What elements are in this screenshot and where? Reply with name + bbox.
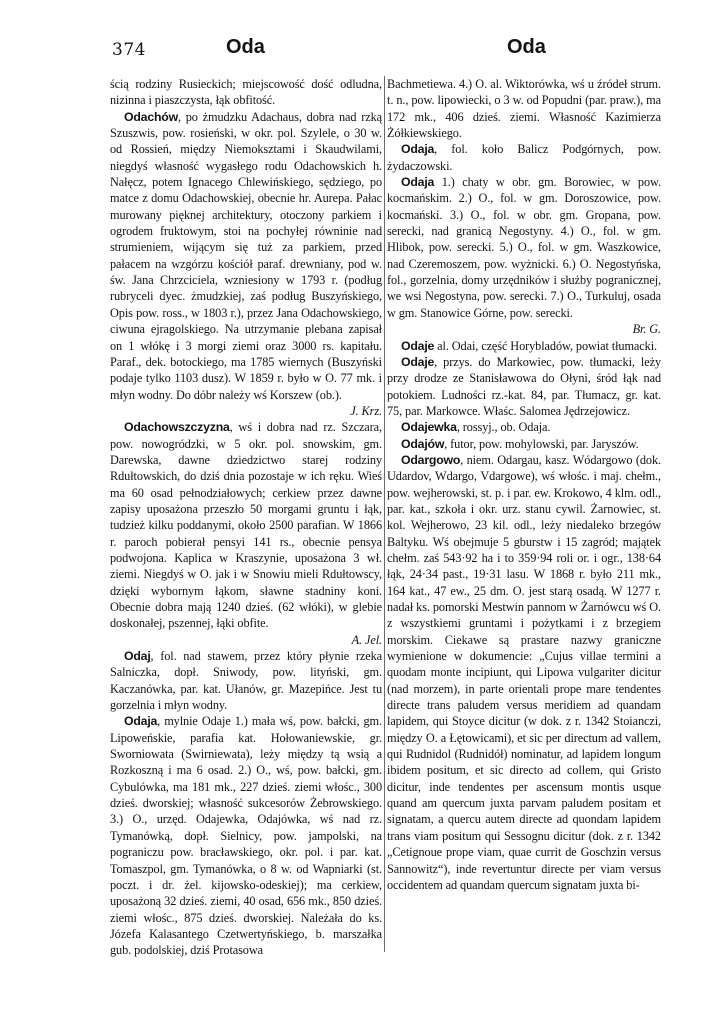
entry-headword: Odaja xyxy=(401,175,435,190)
entry-text: Bachmetiewa. 4.) O. al. Wiktorówka, wś u źródeł strum. t. n., pow. lipowiecki, o 3 w. od Popudni (par. praw.), ma 172 mk., 406 dzieś. ziemi. Własność Kazimierza Żółkiewskiego. xyxy=(387,77,661,141)
entry-text: al. Odai, część Horybladów, powiat tłumacki. xyxy=(434,338,657,353)
dictionary-entry xyxy=(387,354,661,419)
dictionary-entry xyxy=(110,419,382,631)
entry-headword: Odajewka xyxy=(401,420,457,435)
entry-text: , mylnie Odaje 1.) mała wś, pow. bałcki, gm. Lipoweńskie, parafia kat. Hołowaniewskie, gr. Sworniowata (Swirniewata), leży między tą wsią a Rozkoszną i ma 6 osad. 2.) O., wś, pow. bałcki, gm. Cybulówka, ma 181 mk., 227 dzieś. ziemi włośc., 300 dzieś. dworskiej; własność sukcesorów Żebrowskiego. 3.) O., urzęd. Odajewka, Odajówka, wś nad rz. Tymanówką, dopł. Sielnicy, pow. jampolski, na pograniczu pow. bracławskiego, okr. pol. i par. kat. Tomaszpol, gm. Tymanówka, o 8 w. od Wapniarki (st. poczt. i dr. żel. kijowsko-odeskiej); ma cerkiew, uposażoną 32 dzieś. ziemi, 40 osad, 656 mk., 850 dzieś. ziemi włośc., 875 dzieś. dworskiej. Należała do ks. Józefa Kalasantego Czetwertyńskiego, b. marszałka gub. podolskiej, dziś Protasowa xyxy=(110,714,382,958)
entry-text: ścią rodziny Rusieckich; miejscowość dość odludna, nizinna i piaszczysta, łąk obfitość. xyxy=(110,77,382,108)
entry-text: , futor, pow. mohylowski, par. Jaryszów. xyxy=(444,436,639,451)
dictionary-entry xyxy=(110,713,382,958)
entry-headword: Odaja xyxy=(401,142,435,157)
entry-headword: Odachowszczyzna xyxy=(124,420,230,435)
entry-headword: Odachów xyxy=(124,109,178,124)
dictionary-entry xyxy=(387,419,661,435)
entry-text: , fol. koło Balicz Podgórnych, pow. żydaczowski. xyxy=(387,142,661,173)
entry-headword: Odaje xyxy=(401,354,435,369)
entry-text: , niem. Odargau, kasz. Wódargowo (dok. Udardov, Wdargo, Vdargowe), wś włośc. i maj. chełm., pow. wejherowski, st. p. i par. ew. Krokowo, 4 klm. odl., par. kat., szkoła i okr. urz. stanu cywil. Żarnowiec, st. kol. Wejherowo, 23 kil. odl., leży niedaleko brzegów Baltyku. Wś obejmuje 5 gburstw i 15 zagród; majątek chełm. zaś 543·92 ha i to 359·94 roli or. i ogr., 138·64 łąk, 24·34 past., 19·31 lasu. W 1868 r. było 211 mk., 164 kat., 47 ew., 25 dm. O. jest starą osadą. W 1277 r. nadał ks. pomorski Mestwin pannom w Żarnówcu wś O. z wszystkiemi gruntami i pożytkami i z brzegiem morskim. Ciekawe są prastare nazwy graniczne wymienione w dokumencie: „Cujus villae termini a quodam monte incipiunt, qui Lipowa vulgariter dicitur (nad morzem), in parte orientali prope mare tendentes directe trans paludem versus meridiem ad quandam lapidem, qui Stoyce dicitur (w dok. z r. 1342 Stoianczi, między O. a Łętowicami), et sic per directum ad vallem, qui Rudnidol (Rudnidół) nominatur, ad lapidem longum ibidem positum, et sic directo ad collem, qui Gristo dicitur, inde tendentes per ascensum montis usque quand am quercum juxta parvam paludem positam et signatam, a quercu autem directe ad quondam lapidem trans viam positum qui Sessognu dicitur (dok. z r. 1342 „Cetignoue prope viam, quae currit de Goschzin versus Sannowitz“), inde revertuntur directe per viam versus occidentem ad quandam quercum signatam juxta bi- xyxy=(387,452,661,892)
running-headword-left: Oda xyxy=(226,36,265,58)
dictionary-entry xyxy=(387,338,661,354)
entry-text: , rossyj., ob. Odaja. xyxy=(456,420,551,435)
dictionary-entry xyxy=(387,141,661,174)
dictionary-entry xyxy=(387,436,661,452)
entry-text: , po żmudzku Adachaus, dobra nad rzką Szuszwis, pow. rosieński, w okr. pol. Szylele, o 30 w. od Rossień, między Niemoksztami i Skaudwilami, niegdyś własność wygasłego rodu Odachowskich h. Nałęcz, potem Ignacego Chlewińskiego, sędziego, po matce z domu Odachowskiej, obecnie hr. Aurepa. Pałac murowany pięknej architektury, otoczony parkiem i ogrodem fruktowym, stoi na pochyłej równinie nad strumieniem, wijącym się tuż za parkiem, przed pałacem na wzgórzu kościół paraf. drewniany, pod w. św. Jana Chrzciciela, wzniesiony w 1793 r. (podług rubryceli dyec. żmudzkiej, zaś podług Buszyńskiego, Opis pow. ross., w 1803 r.), przez Jana Odachowskiego, ciwuna ejragolskiego. Na utrzymanie plebana zapisał on 1 włókę i 3 morgi ziemi oraz 3000 rs. kapitału. Paraf., dek. botockiego, ma 1785 wiernych (Buszyński podaje tylko 1103 dusz). W 1859 r. było w O. 77 mk. i młyn wodny. Do dóbr należy wś Korszew (ob.). xyxy=(110,109,382,402)
running-headword-right: Oda xyxy=(507,36,546,58)
entry-signature: Br. G. xyxy=(632,322,661,337)
entry-text: , wś i dobra nad rz. Szczara, pow. nowogródzki, w 5 okr. pol. snowskim, gm. Darewska, dawne dziedzictwo starej rodziny Rdułtowskich, do dziś dnia pozostaje w ich ręku. Wieś ma 60 osad pełnodziałowych; cerkiew przez dawne zapisy uposażona przeszło 50 morgami gruntu i łąk, tudzież kilku poddanymi, około 2500 parafian. W 1866 r. paroch pobierał pensyi 141 rs., obecnie pensya podwojona. Kaplica w Kraszynie, uposażona 3 wł. ziemi. Niegdyś w O. jak i w Snowiu mieli Rdułtowscy, dzięki wybornym łąkom, sławne stadniny koni. Obecnie dobra mają 1240 dzieś. (62 włóki), w glebie doskonałej, pszennej, łąki obfite. xyxy=(110,420,382,631)
entry-continuation xyxy=(387,76,661,141)
page-header xyxy=(0,36,720,66)
entry-headword: Odaj xyxy=(124,649,151,664)
entry-headword: Odaje xyxy=(401,338,435,353)
entry-signature: A. Jel. xyxy=(351,632,382,647)
dictionary-entry xyxy=(110,109,382,403)
dictionary-entry xyxy=(387,174,661,321)
entry-signature: J. Krz. xyxy=(350,403,382,418)
entry-headword: Odargowo xyxy=(401,452,461,467)
entry-text: , przys. do Markowiec, pow. tłumacki, leży przy drodze ze Stanisławowa do Ołyni, śród łąk nad potokiem. Ludności rz.-kat. 84, par. Tłumacz, gr. kat. 75, par. Markowce. Właśc. Salomea Jędrzejowicz. xyxy=(387,354,661,418)
column-divider xyxy=(384,76,385,952)
entry-text: 1.) chaty w obr. gm. Borowiec, w pow. kocmańskim. 2.) O., fol. w gm. Doroszowice, pow. kocmański. 3.) O., fol. w obr. gm. Gropana, pow. serecki, nad granicą Negostyny. 4.) O., fol. w gm. Hlibok, pow. serecki. 5.) O., fol. w gm. Waszkowice, nad Czeremoszem, pow. wyżnicki. 6.) O. Negostyńska, fol., gorzelnia, domy urzędników i służby pogranicznej, we wsi Negostyna, pow. serecki. 7.) O., Turkuluj, osada w gm. Stanowice Górne, pow. serecki. xyxy=(387,175,661,320)
entry-continuation xyxy=(110,76,382,109)
entry-text: , fol. nad stawem, przez który płynie rzeka Salniczka, dopł. Sniwody, pow. lityński, gm. Kaczanówka, par. kat. Ułanów, gr. Mazepińce. Jest tu gorzelnia i młyn wodny. xyxy=(110,649,382,713)
entry-headword: Odaja xyxy=(124,714,158,729)
page-number: 374 xyxy=(112,40,146,60)
left-column xyxy=(110,76,382,959)
dictionary-entry xyxy=(387,452,661,893)
entry-headword: Odajów xyxy=(401,436,445,451)
dictionary-entry xyxy=(110,648,382,713)
right-column xyxy=(387,76,661,893)
